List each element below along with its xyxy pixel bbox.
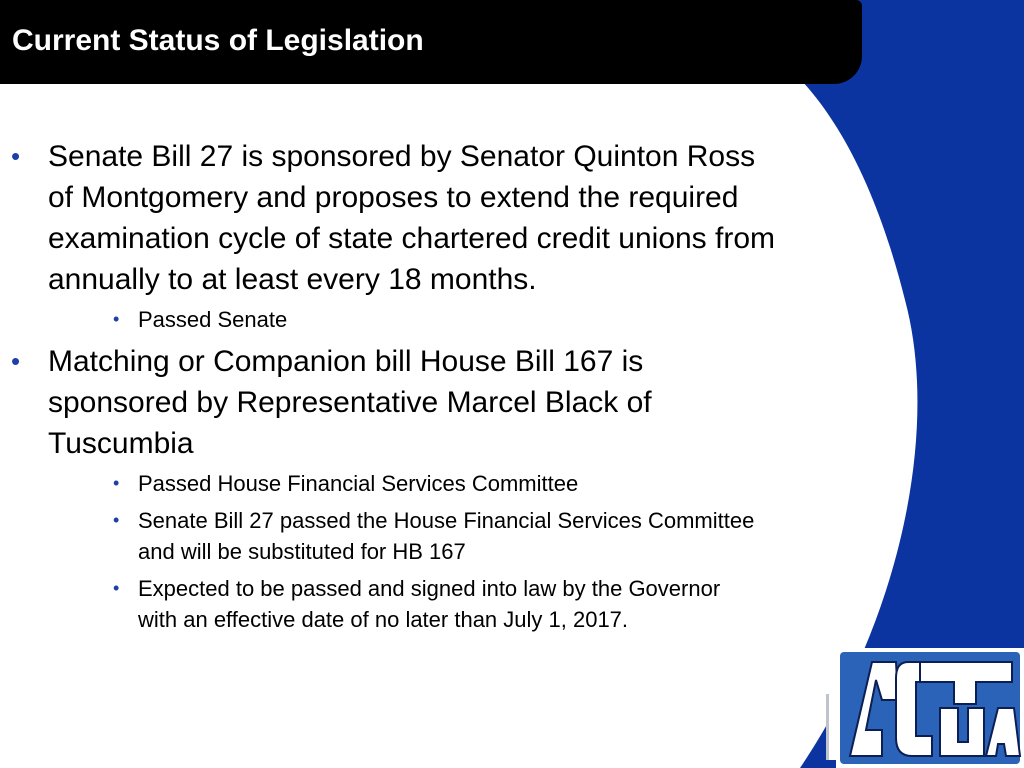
sub-bullet-text: Expected to be passed and signed into law by the Governor with an effective date of no later than July 1, 2017.: [138, 576, 721, 632]
slide-title: Current Status of Legislation: [12, 24, 424, 57]
sub-bullet-1-1: [0, 304, 758, 335]
bullet-dot-icon: •: [113, 510, 120, 530]
bullet-dot-icon: •: [113, 309, 120, 329]
bullet-dot-icon: •: [113, 473, 120, 493]
bullet-2: [0, 341, 788, 464]
sub-bullet-2-2: [0, 505, 758, 567]
title-bar: [0, 0, 862, 84]
bullet-dot-icon: •: [11, 141, 21, 171]
sub-bullet-2-1: [0, 468, 758, 499]
sub-bullet-text: Passed Senate: [138, 307, 288, 332]
slide-content: [0, 136, 800, 641]
sub-bullet-2-3: [0, 573, 758, 635]
acua-logo: [836, 648, 1024, 768]
sub-bullet-text: Passed House Financial Services Committee: [138, 471, 579, 496]
bullet-1-text: Senate Bill 27 is sponsored by Senator Quinton Ross of Montgomery and proposes to extend the required examination cycle of state chartered credit unions from annually to at least every 18 months.: [48, 140, 776, 296]
sub-bullet-text: Senate Bill 27 passed the House Financial Services Committee and will be substituted for HB 167: [138, 508, 755, 564]
bullet-dot-icon: •: [11, 346, 21, 376]
bullet-2-text: Matching or Companion bill House Bill 167 is sponsored by Representative Marcel Black of Tuscumbia: [48, 345, 652, 460]
bullet-dot-icon: •: [113, 578, 120, 598]
bullet-1: [0, 136, 788, 300]
